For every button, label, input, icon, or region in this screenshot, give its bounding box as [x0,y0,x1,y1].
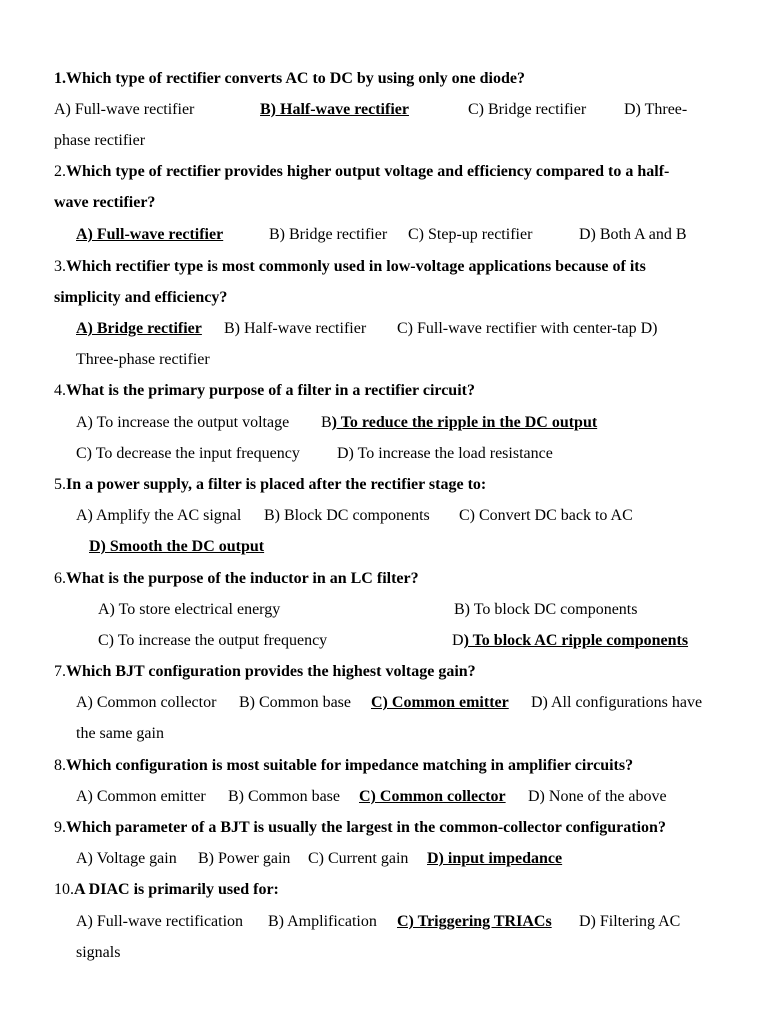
option-b: B) Common base [239,694,351,711]
question-4 [54,381,475,401]
question-text: What is the purpose of the inductor in an LC filter? [66,570,419,587]
option-d: D) All configurations have [531,694,703,711]
option-b: B) Bridge rectifier [269,226,388,243]
option-b: B) Block DC components [264,507,430,524]
option-c: C) Convert DC back to AC [459,507,633,524]
option-a-correct: A) Bridge rectifier [76,320,202,337]
option-b: B) To block DC components [454,601,638,618]
option-d-continued: Three-phase rectifier [76,351,210,368]
option-text: ) To reduce the ripple in the DC output [331,414,598,431]
question-1 [54,69,525,89]
option-prefix: D [452,632,464,649]
option-d: D) Both A and B [579,226,687,243]
option-d: D) None of the above [528,788,667,805]
question-2 [54,162,669,182]
question-text-continued: simplicity and efficiency? [54,289,228,306]
question-10 [54,880,279,900]
question-text: Which BJT configuration provides the highest voltage gain? [66,663,476,680]
option-c: C) Bridge rectifier [468,101,587,118]
option-a: A) Voltage gain [76,850,177,867]
option-d: D) Three- [624,101,688,118]
option-d-correct: D) Smooth the DC output [89,538,265,555]
option-text: ) To block AC ripple components [463,632,689,649]
option-c-correct: C) Common collector [359,788,506,805]
option-a: A) To store electrical energy [98,601,281,618]
question-text-continued: wave rectifier? [54,194,156,211]
option-b-correct: B) Half-wave rectifier [260,101,409,118]
question-number: 7. [54,663,66,680]
option-a: A) To increase the output voltage [76,414,290,431]
option-d: D) Filtering AC [579,913,681,930]
option-d-correct [452,631,688,651]
option-c-and-d: C) Full-wave rectifier with center-tap D) [397,320,658,337]
question-3 [54,257,646,277]
question-8 [54,756,633,776]
option-d: D) To increase the load resistance [337,445,553,462]
question-text: Which parameter of a BJT is usually the largest in the common-collector configuration? [66,819,666,836]
option-c: C) Step-up rectifier [408,226,533,243]
option-a: A) Full-wave rectifier [54,101,195,118]
question-5 [54,475,486,495]
option-b: B) Power gain [198,850,291,867]
option-a: A) Full-wave rectification [76,913,244,930]
option-b: B) Common base [228,788,340,805]
option-b: B) Amplification [268,913,377,930]
question-number: 1. [54,70,66,87]
question-text: What is the primary purpose of a filter in a rectifier circuit? [66,382,475,399]
option-d-continued: signals [76,944,121,961]
question-number: 6. [54,570,66,587]
question-text: In a power supply, a filter is placed after the rectifier stage to: [66,476,487,493]
option-b: B) Half-wave rectifier [224,320,367,337]
option-a: A) Common collector [76,694,217,711]
question-number: 8. [54,757,66,774]
question-7 [54,662,476,682]
option-c: C) To decrease the input frequency [76,445,300,462]
question-text: Which rectifier type is most commonly used in low-voltage applications because of its [66,258,646,275]
option-c: C) Current gain [308,850,409,867]
option-a: A) Common emitter [76,788,206,805]
option-a-correct: A) Full-wave rectifier [76,226,224,243]
option-d-continued: the same gain [76,725,164,742]
option-c-correct: C) Triggering TRIACs [397,913,552,930]
question-number: 2. [54,163,66,180]
question-9 [54,818,666,838]
option-d-continued: phase rectifier [54,132,146,149]
question-text: Which configuration is most suitable for impedance matching in amplifier circuits? [66,757,634,774]
question-text: Which type of rectifier provides higher output voltage and efficiency compared to a half- [66,163,670,180]
option-b-correct [321,413,597,433]
option-a: A) Amplify the AC signal [76,507,242,524]
question-number: 4. [54,382,66,399]
question-text: A DIAC is primarily used for: [74,881,279,898]
option-prefix: B [321,414,332,431]
question-6 [54,569,419,589]
question-number: 9. [54,819,66,836]
question-text: Which type of rectifier converts AC to DC by using only one diode? [66,70,525,87]
option-c: C) To increase the output frequency [98,632,328,649]
option-d-correct: D) input impedance [427,850,563,867]
question-number: 5. [54,476,66,493]
option-c-correct: C) Common emitter [371,694,509,711]
question-number: 10. [54,881,74,898]
question-number: 3. [54,258,66,275]
